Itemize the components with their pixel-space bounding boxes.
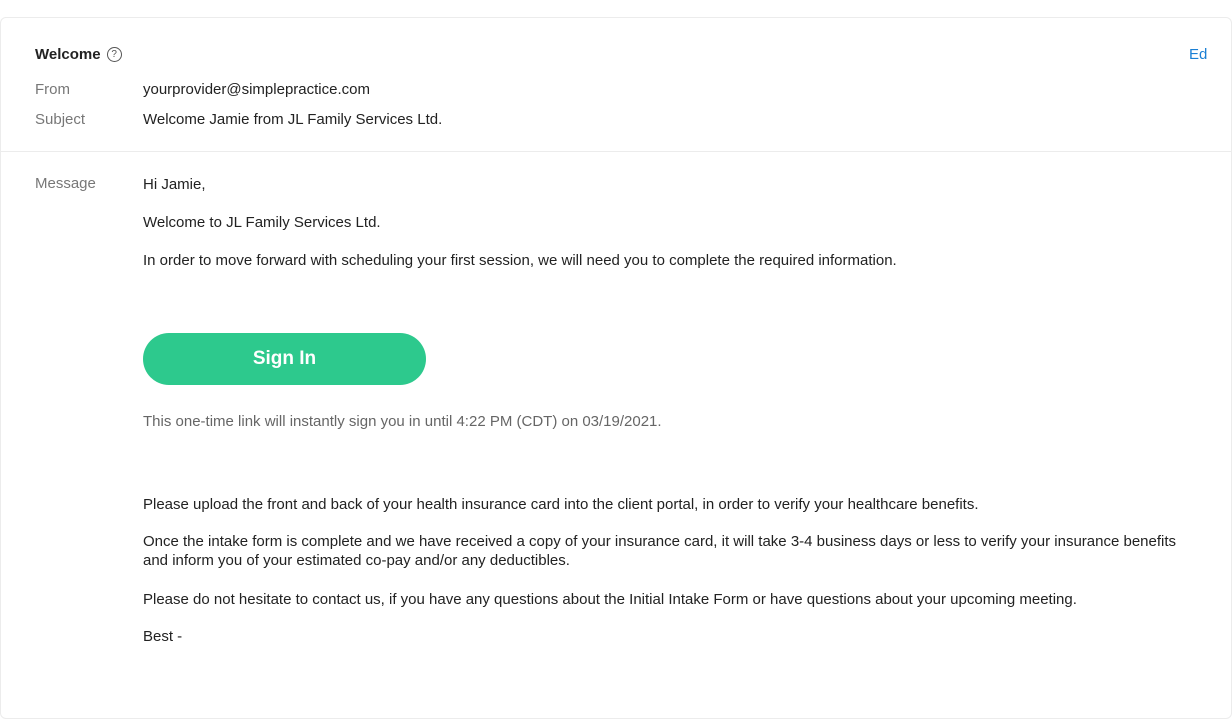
intake-text: Once the intake form is complete and we have received a copy of your insurance card, it will take 3-4 business days or less to verify your insurance benefits and inform you of your estimated co-pay and/or any deductibles. [143,533,1177,569]
subject-value: Welcome Jamie from JL Family Services Ltd. [143,111,443,128]
email-preview-card [0,17,1232,719]
greeting-text: Hi Jamie, [143,176,206,193]
email-title: Welcome [35,46,101,63]
subject-row [35,111,442,128]
intro-text: In order to move forward with scheduling your first session, we will need you to complete the required information. [143,252,897,269]
message-label: Message [35,175,96,192]
subject-label: Subject [35,111,86,128]
from-row [35,81,370,98]
sign-off-text: Best - [143,628,183,645]
from-value: yourprovider@simplepractice.com [143,81,370,98]
email-header [1,18,1231,152]
welcome-text: Welcome to JL Family Services Ltd. [143,214,381,231]
from-label: From [35,81,70,98]
title-row [35,46,122,63]
sign-in-button[interactable]: Sign In [143,333,426,385]
edit-link[interactable]: Ed [1189,46,1208,63]
contact-text: Please do not hesitate to contact us, if you have any questions about the Initial Intake Form or have questions about your upcoming meeting. [143,591,1077,608]
upload-text: Please upload the front and back of your health insurance card into the client portal, in order to verify your healthcare benefits. [143,496,979,513]
link-expiry-note: This one-time link will instantly sign you in until 4:22 PM (CDT) on 03/19/2021. [143,413,662,430]
help-icon[interactable]: ? [107,47,122,62]
